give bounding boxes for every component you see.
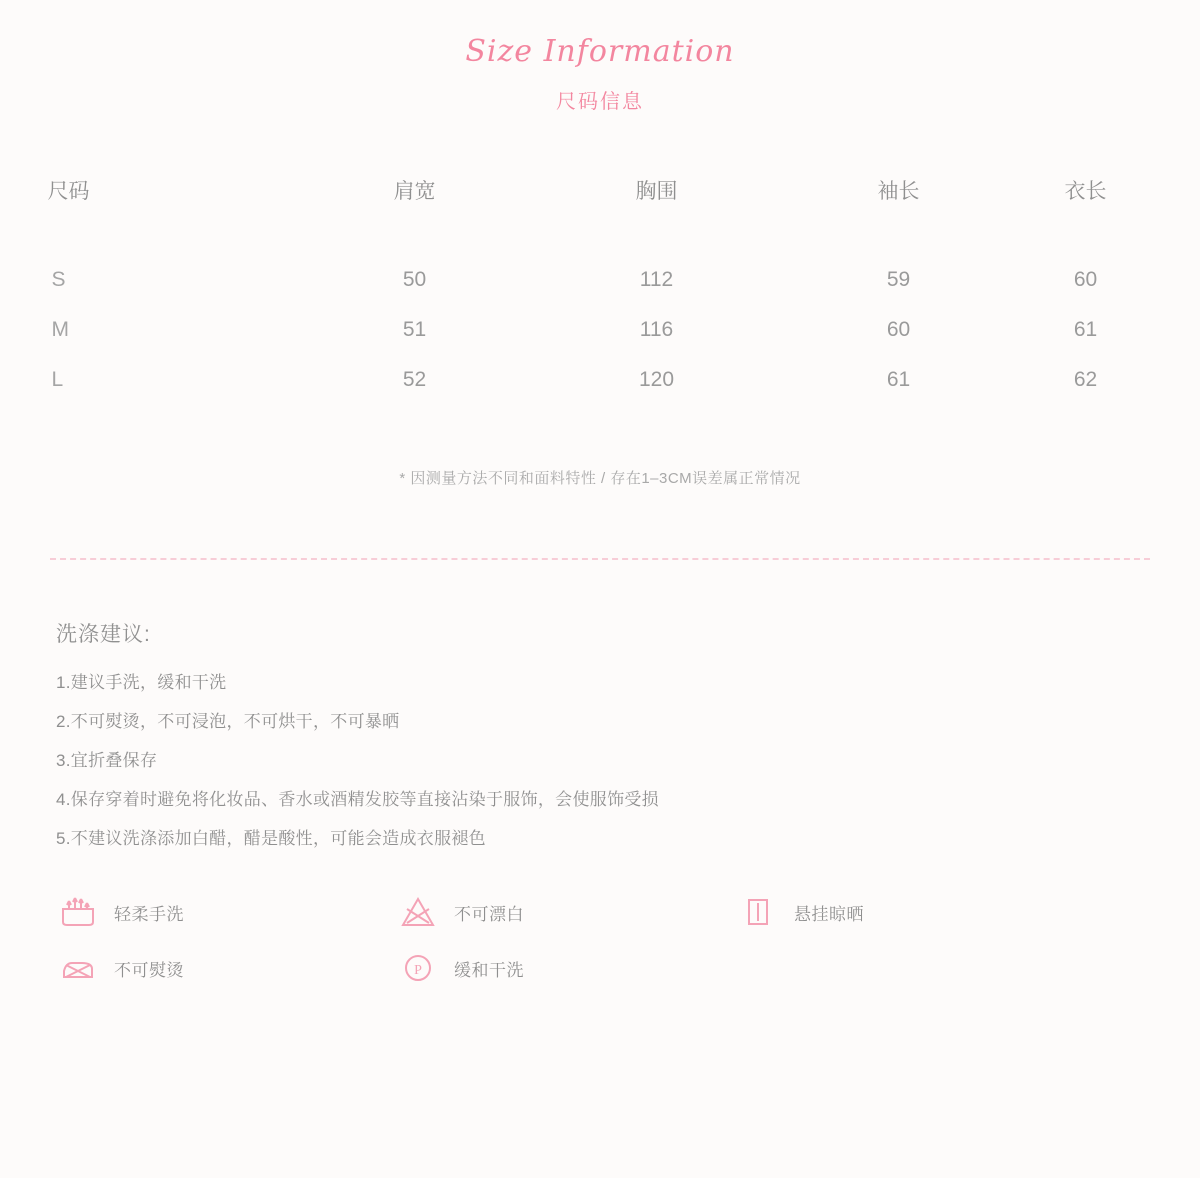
column-header-length: 衣长 bbox=[1064, 180, 1107, 203]
care-section bbox=[56, 618, 1200, 847]
dashed-divider bbox=[50, 558, 1150, 560]
care-instruction-list bbox=[56, 674, 1200, 847]
cell-bust: 112 bbox=[639, 268, 674, 291]
care-icon-label: 轻柔手洗 bbox=[114, 904, 184, 924]
care-icon-label: 悬挂晾晒 bbox=[794, 904, 864, 924]
page-title-en: Size Information bbox=[465, 34, 735, 69]
cell-length: 60 bbox=[1073, 268, 1098, 291]
care-instruction-item: 2.不可熨烫，不可浸泡，不可烘干，不可暴晒 bbox=[56, 712, 400, 731]
care-instruction-item: 3.宜折叠保存 bbox=[56, 751, 158, 770]
cell-size: L bbox=[51, 368, 65, 391]
cell-bust: 120 bbox=[638, 368, 675, 391]
hang-dry-icon bbox=[736, 893, 780, 931]
table-row bbox=[44, 355, 1157, 405]
page-title-cn: 尺码信息 bbox=[556, 91, 644, 113]
care-instruction-item: 1.建议手洗，缓和干洗 bbox=[56, 673, 227, 692]
care-icon-item-no-bleach bbox=[396, 893, 736, 931]
column-header-shoulder: 肩宽 bbox=[393, 180, 436, 203]
hand-wash-icon bbox=[56, 893, 100, 931]
cell-length: 62 bbox=[1073, 368, 1098, 391]
care-icon-item-hang-dry bbox=[736, 893, 1036, 931]
table-row bbox=[44, 305, 1157, 355]
table-row bbox=[44, 255, 1157, 305]
care-instruction-item: 4.保存穿着时避免将化妆品、香水或酒精发胶等直接沾染于服饰，会使服饰受损 bbox=[56, 790, 659, 809]
column-header-sleeve: 袖长 bbox=[877, 180, 920, 203]
care-icon-label: 不可漂白 bbox=[454, 904, 524, 924]
table-header-row bbox=[44, 174, 1157, 255]
cell-size: S bbox=[51, 268, 67, 291]
column-header-bust: 胸围 bbox=[635, 180, 678, 203]
care-icon-label: 不可熨烫 bbox=[114, 960, 184, 980]
no-iron-icon bbox=[56, 949, 100, 987]
care-instruction-item: 5.不建议洗涤添加白醋，醋是酸性，可能会造成衣服褪色 bbox=[56, 829, 486, 848]
measurement-note: * 因测量方法不同和面料特性 / 存在1–3CM误差属正常情况 bbox=[399, 470, 801, 487]
care-icon-section bbox=[56, 893, 1200, 987]
cell-shoulder: 50 bbox=[402, 268, 427, 291]
gentle-dry-clean-icon bbox=[396, 949, 440, 987]
cell-bust: 116 bbox=[639, 318, 674, 341]
size-table bbox=[44, 174, 1157, 405]
cell-shoulder: 52 bbox=[402, 368, 427, 391]
svg-text:P: P bbox=[414, 963, 422, 978]
cell-sleeve: 59 bbox=[886, 268, 911, 291]
care-icon-item-gentle-dry-clean bbox=[396, 949, 736, 987]
care-icon-label: 缓和干洗 bbox=[454, 960, 524, 980]
cell-shoulder: 51 bbox=[402, 318, 427, 341]
page-header bbox=[0, 0, 1200, 114]
care-icon-item-no-iron bbox=[56, 949, 396, 987]
no-bleach-icon bbox=[396, 893, 440, 931]
care-icon-item-hand-wash bbox=[56, 893, 396, 931]
cell-sleeve: 60 bbox=[886, 318, 911, 341]
cell-size: M bbox=[51, 318, 70, 341]
care-section-title: 洗涤建议: bbox=[56, 623, 151, 646]
care-icon-row bbox=[56, 893, 1200, 931]
care-icon-row bbox=[56, 949, 1200, 987]
column-header-size: 尺码 bbox=[47, 180, 90, 203]
cell-length: 61 bbox=[1073, 318, 1098, 341]
cell-sleeve: 61 bbox=[886, 368, 911, 391]
